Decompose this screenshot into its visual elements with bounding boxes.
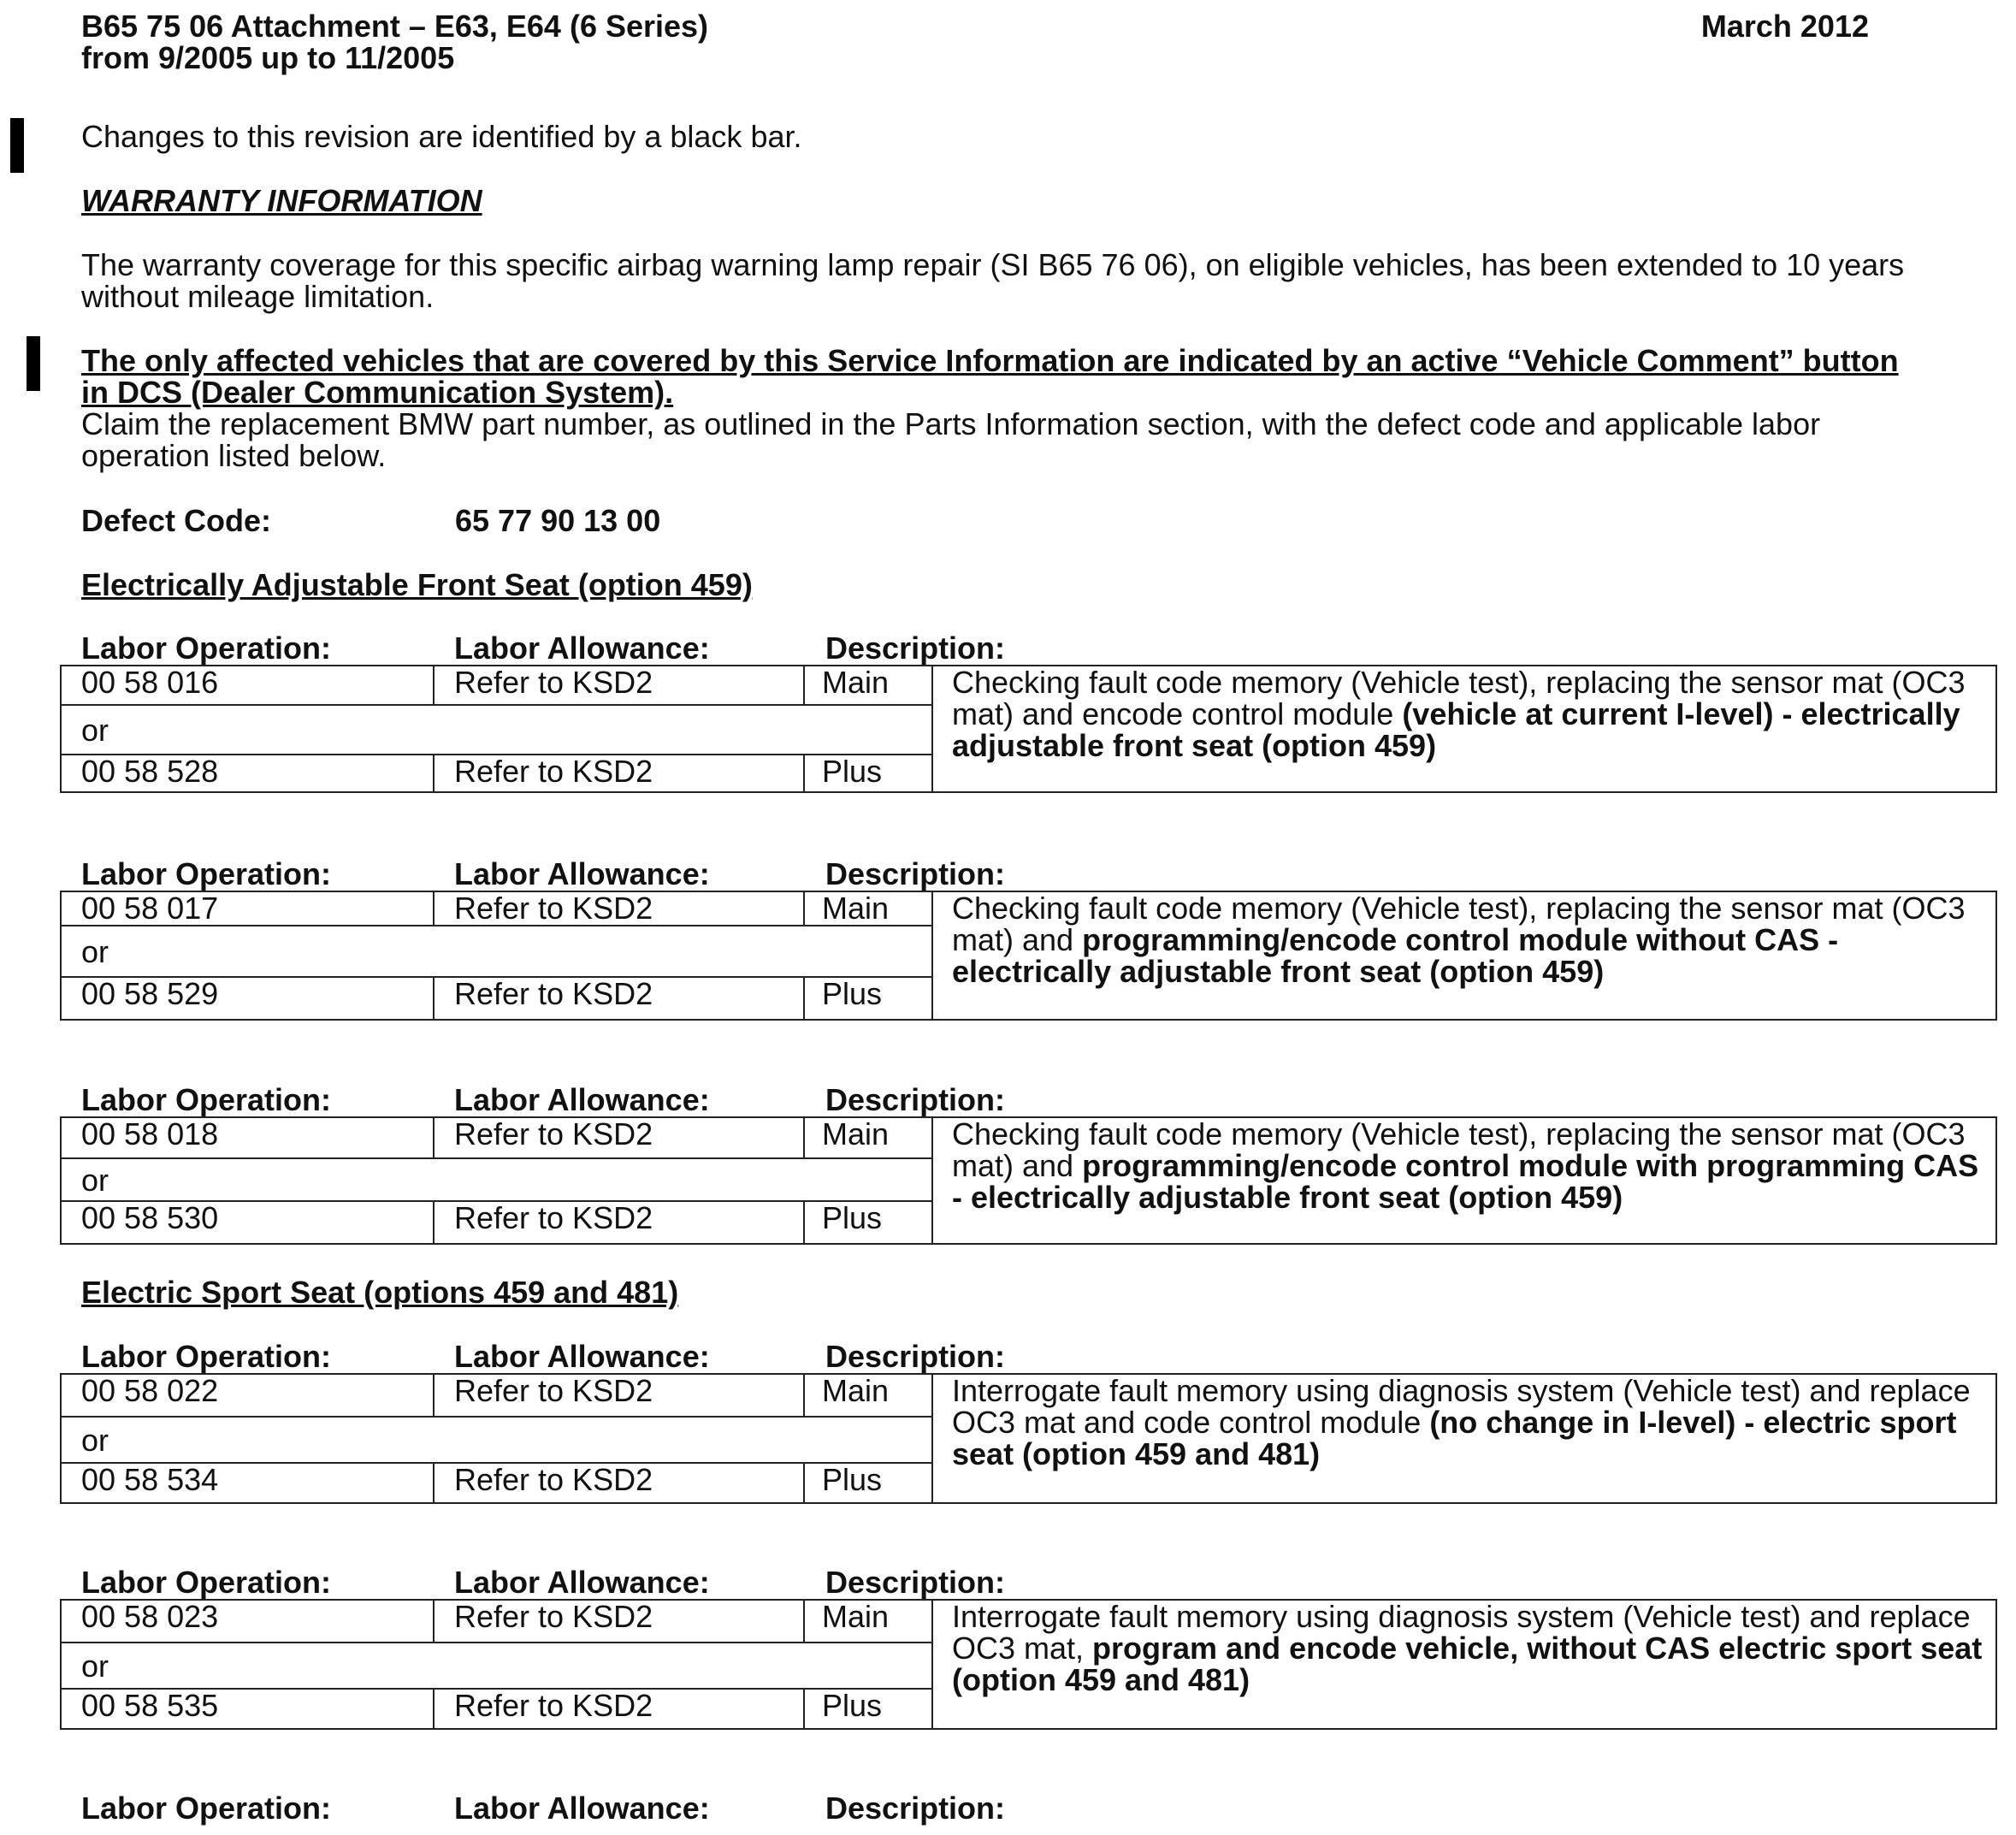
labor-op-plus: 00 58 529 — [61, 977, 434, 1020]
labor-op-plus: 00 58 535 — [61, 1689, 434, 1729]
affected-vehicles-note: The only affected vehicles that are covered by this Service Information are indicated by an active “Vehicle Comment” button in DCS (Dealer Communication System). — [81, 343, 1899, 410]
col-description: Description: — [825, 1339, 1006, 1374]
labor-allowance-plus: Refer to KSD2 — [434, 977, 804, 1020]
labor-description — [932, 891, 1996, 1020]
labor-or-separator: or — [61, 1158, 932, 1201]
labor-op-plus: 00 58 530 — [61, 1201, 434, 1244]
labor-allowance-plus: Refer to KSD2 — [434, 1689, 804, 1729]
labor-op-plus: 00 58 534 — [61, 1463, 434, 1503]
section-front-seat: Electrically Adjustable Front Seat (option 459) — [81, 567, 753, 602]
labor-allowance-main: Refer to KSD2 — [434, 1374, 804, 1417]
labor-type-main: Main — [804, 1117, 932, 1158]
labor-table — [60, 1116, 1997, 1245]
claim-text: Claim the replacement BMW part number, as outlined in the Parts Information section, with the defect code and applicable labor operation listed below. — [81, 406, 1821, 473]
description-text: Checking fault code memory (Vehicle test), replacing the sensor mat (OC3 mat) and — [952, 891, 1966, 957]
labor-allowance-main: Refer to KSD2 — [434, 1600, 804, 1643]
col-labor-allowance: Labor Allowance: — [454, 1791, 710, 1826]
table-row — [61, 1374, 1996, 1417]
warranty-heading: WARRANTY INFORMATION — [81, 183, 482, 218]
labor-allowance-plus: Refer to KSD2 — [434, 1463, 804, 1503]
col-description: Description: — [825, 630, 1006, 666]
document-date: March 2012 — [1700, 9, 1869, 44]
labor-allowance-plus: Refer to KSD2 — [434, 755, 804, 792]
labor-description — [932, 1600, 1996, 1729]
labor-table — [60, 1599, 1997, 1730]
col-description: Description: — [825, 856, 1006, 891]
labor-op-plus: 00 58 528 — [61, 755, 434, 792]
defect-code-value: 65 77 90 13 00 — [455, 503, 661, 538]
col-labor-operation: Labor Operation: — [81, 856, 332, 891]
defect-code — [81, 505, 1946, 536]
labor-op-main: 00 58 023 — [61, 1600, 434, 1643]
labor-description — [932, 1374, 1996, 1503]
col-description: Description: — [825, 1082, 1006, 1117]
description-text: Checking fault code memory (Vehicle test), replacing the sensor mat (OC3 mat) and — [952, 1117, 1966, 1183]
document-subtitle: from 9/2005 up to 11/2005 — [81, 40, 455, 75]
labor-or-separator: or — [61, 1643, 932, 1689]
labor-description — [932, 1117, 1996, 1244]
col-description: Description: — [825, 1791, 1006, 1826]
labor-type-main: Main — [804, 666, 932, 705]
warranty-text: The warranty coverage for this specific airbag warning lamp repair (SI B65 76 06), on eligible vehicles, has been extended to 10 years without mileage limitation. — [81, 247, 1905, 314]
labor-type-main: Main — [804, 891, 932, 926]
col-labor-operation: Labor Operation: — [81, 1791, 332, 1826]
table-row — [61, 891, 1996, 926]
description-text: Interrogate fault memory using diagnosis system (Vehicle test) and replace OC3 mat, — [952, 1600, 1971, 1666]
affected-change-bar — [27, 336, 40, 391]
labor-allowance-main: Refer to KSD2 — [434, 891, 804, 926]
col-labor-operation: Labor Operation: — [81, 1082, 332, 1117]
col-labor-allowance: Labor Allowance: — [454, 856, 710, 891]
col-description: Description: — [825, 1565, 1006, 1600]
description-bold-text: programming/encode control module without CAS - electrically adjustable front seat (option 459) — [952, 922, 1839, 989]
description-bold-text: (no change in I-level) - electric sport seat (option 459 and 481) — [952, 1405, 1957, 1471]
revision-note: Changes to this revision are identified by a black bar. — [81, 119, 802, 154]
labor-or-separator: or — [61, 705, 932, 755]
labor-op-main: 00 58 017 — [61, 891, 434, 926]
col-labor-operation: Labor Operation: — [81, 630, 332, 666]
section-sport-seat: Electric Sport Seat (options 459 and 481) — [81, 1275, 679, 1310]
labor-op-main: 00 58 016 — [61, 666, 434, 705]
labor-or-separator: or — [61, 1417, 932, 1463]
description-bold-text: (vehicle at current I-level) - electrically adjustable front seat (option 459) — [952, 696, 1960, 763]
revision-change-bar — [10, 118, 24, 173]
labor-or-separator: or — [61, 926, 932, 977]
labor-allowance-main: Refer to KSD2 — [434, 666, 804, 705]
labor-type-plus: Plus — [804, 1201, 932, 1244]
labor-type-plus: Plus — [804, 755, 932, 792]
col-labor-allowance: Labor Allowance: — [454, 1082, 710, 1117]
defect-code-label: Defect Code: — [81, 503, 272, 538]
table-row — [61, 1117, 1996, 1158]
labor-description — [932, 666, 1996, 792]
labor-op-main: 00 58 018 — [61, 1117, 434, 1158]
table-row — [61, 1600, 1996, 1643]
labor-table — [60, 1373, 1997, 1504]
col-labor-operation: Labor Operation: — [81, 1339, 332, 1374]
col-labor-allowance: Labor Allowance: — [454, 1339, 710, 1374]
col-labor-allowance: Labor Allowance: — [454, 630, 710, 666]
description-text: Interrogate fault memory using diagnosis system (Vehicle test) and replace OC3 mat and code control module — [952, 1374, 1971, 1440]
table-row — [61, 666, 1996, 705]
labor-type-plus: Plus — [804, 1689, 932, 1729]
labor-table — [60, 665, 1997, 793]
labor-op-main: 00 58 022 — [61, 1374, 434, 1417]
description-bold-text: programming/encode control module with programming CAS - electrically adjustable front seat (option 459) — [952, 1148, 1979, 1215]
labor-allowance-plus: Refer to KSD2 — [434, 1201, 804, 1244]
labor-type-plus: Plus — [804, 1463, 932, 1503]
col-labor-operation: Labor Operation: — [81, 1565, 332, 1600]
description-text: Checking fault code memory (Vehicle test), replacing the sensor mat (OC3 mat) and encode control module — [952, 666, 1966, 731]
labor-type-main: Main — [804, 1600, 932, 1643]
labor-type-plus: Plus — [804, 977, 932, 1020]
labor-type-main: Main — [804, 1374, 932, 1417]
col-labor-allowance: Labor Allowance: — [454, 1565, 710, 1600]
description-bold-text: program and encode vehicle, without CAS electric sport seat (option 459 and 481) — [952, 1631, 1983, 1697]
document-title: B65 75 06 Attachment – E63, E64 (6 Series) — [81, 9, 709, 44]
labor-table — [60, 891, 1997, 1021]
labor-allowance-main: Refer to KSD2 — [434, 1117, 804, 1158]
document-header — [81, 10, 1869, 74]
